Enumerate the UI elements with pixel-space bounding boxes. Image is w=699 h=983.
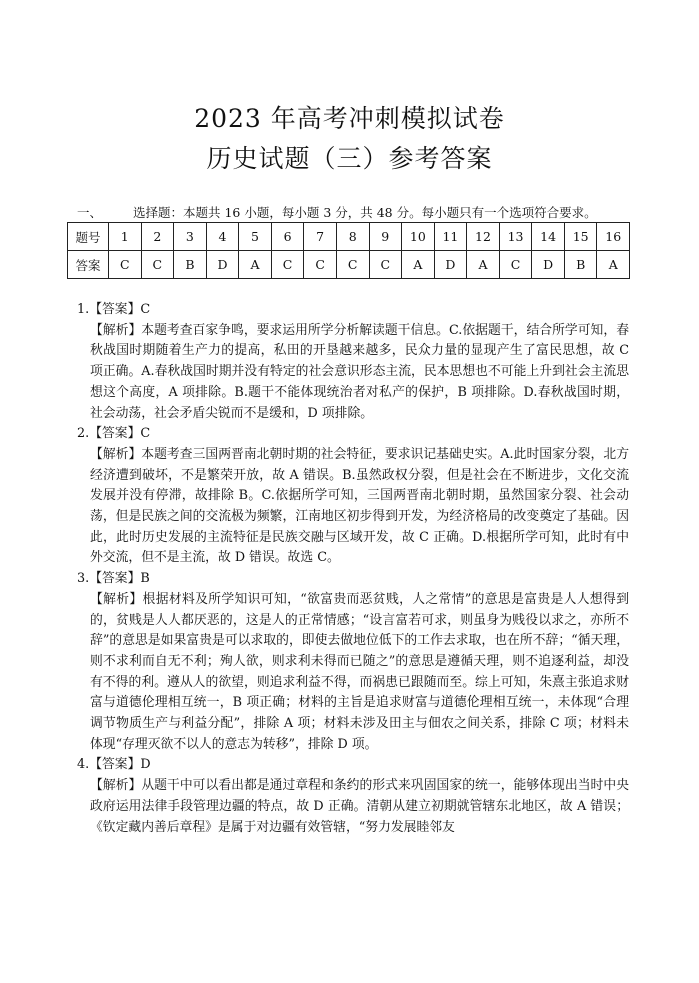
table-cell: A <box>597 251 630 279</box>
page-title: 2023 年高考冲刺模拟试卷 <box>194 104 505 133</box>
table-row <box>68 223 630 251</box>
table-cell: A <box>467 251 500 279</box>
answer-explanations <box>77 300 629 838</box>
table-cell: 6 <box>271 223 304 251</box>
table-cell: D <box>434 251 467 279</box>
section-instruction <box>77 205 647 221</box>
table-cell: C <box>369 251 402 279</box>
table-cell: 12 <box>467 223 500 251</box>
table-row-label: 答案 <box>68 251 109 279</box>
question-3-answer: 3.【答案】B <box>77 571 150 587</box>
table-row-label: 题号 <box>68 223 109 251</box>
answer-table <box>67 222 630 279</box>
table-cell: B <box>564 251 597 279</box>
table-cell: 5 <box>239 223 272 251</box>
question-3-analysis: 【解析】根据材料及所学知识可知，“欲富贵而恶贫贱，人之常情”的意思是富贵是人人想得到的，贫贱是人人都厌恶的，这是人的正常情感；“设言富若可求，则虽身为贱役以求之，亦所不辞”的意思是如果富贵是可以求取的，即使去做地位低下的工作去求取，也在所不辞；“循天理，则不求利而自无不利；殉人欲，则求利未得而已随之”的意思是遵循天理，则不追逐利益，却没有不得的利。遵从人的欲望，则追求利益不得，而祸患已跟随而至。综上可知，朱熹主张追求财富与道德伦理相互统一，B 项正确；材料的主旨是追求财富与道德伦理相互统一，未体现“合理调节物质生产与利益分配”，排除 A 项；材料未涉及田主与佃农之间关系，排除 C 项；材料未体现“存理灭欲不以人的意志为转移”，排除 D 项。 <box>90 591 629 752</box>
section-instruction-text: 选择题：本题共 16 小题，每小题 3 分，共 48 分。每小题只有一个选项符合要求。 <box>133 205 597 220</box>
table-cell: C <box>109 251 142 279</box>
table-cell: 15 <box>564 223 597 251</box>
table-cell: 3 <box>174 223 207 251</box>
section-number: 一、 <box>77 205 103 220</box>
table-cell: 14 <box>532 223 565 251</box>
question-1-analysis: 【解析】本题考查百家争鸣，要求运用所学分析解读题干信息。C.依据题干，结合所学可知，春秋战国时期随着生产力的提高，私田的开垦越来越多，民众力量的显现产生了富民思想，故 C 项正确。A.春秋战国时期并没有特定的社会意识形态主流，民本思想也不可能上升到社会主流思想这个高度，A 项排除。B.题干不能体现统治者对私产的保护，B 项排除。D.春秋战国时期，社会动荡，社会矛盾尖锐而不是缓和，D 项排除。 <box>90 322 629 421</box>
table-cell: C <box>499 251 532 279</box>
table-cell: 16 <box>597 223 630 251</box>
question-2-analysis: 【解析】本题考查三国两晋南北朝时期的社会特征，要求识记基础史实。A.此时国家分裂，北方经济遭到破坏，不是繁荣开放，故 A 错误。B.虽然政权分裂，但是社会在不断进步，文化交流发展并没有停滞，故排除 B。C.依据所学可知，三国两晋南北朝时期，虽然国家分裂、社会动荡，但是民族之间的交流极为频繁，江南地区初步得到开发，为经济格局的改变奠定了基础。因此，此时历史发展的主流特征是民族交融与区域开发，故 C 正确。D.根据所学可知，此时有中外交流，但不是主流，故 D 错误。故选 C。 <box>90 446 629 566</box>
question-4-answer: 4.【答案】D <box>77 757 151 773</box>
page-subtitle: 历史试题（三）参考答案 <box>206 144 493 173</box>
table-cell: 11 <box>434 223 467 251</box>
table-cell: A <box>239 251 272 279</box>
table-cell: 2 <box>141 223 174 251</box>
table-cell: C <box>141 251 174 279</box>
table-cell: 1 <box>109 223 142 251</box>
table-cell: C <box>336 251 369 279</box>
table-row <box>68 251 630 279</box>
table-cell: C <box>271 251 304 279</box>
table-cell: A <box>402 251 435 279</box>
table-cell: 13 <box>499 223 532 251</box>
table-cell: 8 <box>336 223 369 251</box>
table-cell: D <box>532 251 565 279</box>
table-cell: 4 <box>206 223 239 251</box>
table-cell: C <box>304 251 337 279</box>
table-cell: 9 <box>369 223 402 251</box>
table-cell: B <box>174 251 207 279</box>
table-cell: 10 <box>402 223 435 251</box>
question-2-answer: 2.【答案】C <box>77 426 151 442</box>
table-cell: D <box>206 251 239 279</box>
table-cell: 7 <box>304 223 337 251</box>
question-1-answer: 1.【答案】C <box>77 302 151 317</box>
question-4-analysis: 【解析】从题干中可以看出都是通过章程和条约的形式来巩固国家的统一，能够体现出当时中央政府运用法律手段管理边疆的特点，故 D 正确。清朝从建立初期就管辖东北地区，故 A 错误；《钦定藏内善后章程》是属于对边疆有效管辖，“努力发展睦邻友 <box>90 778 629 835</box>
